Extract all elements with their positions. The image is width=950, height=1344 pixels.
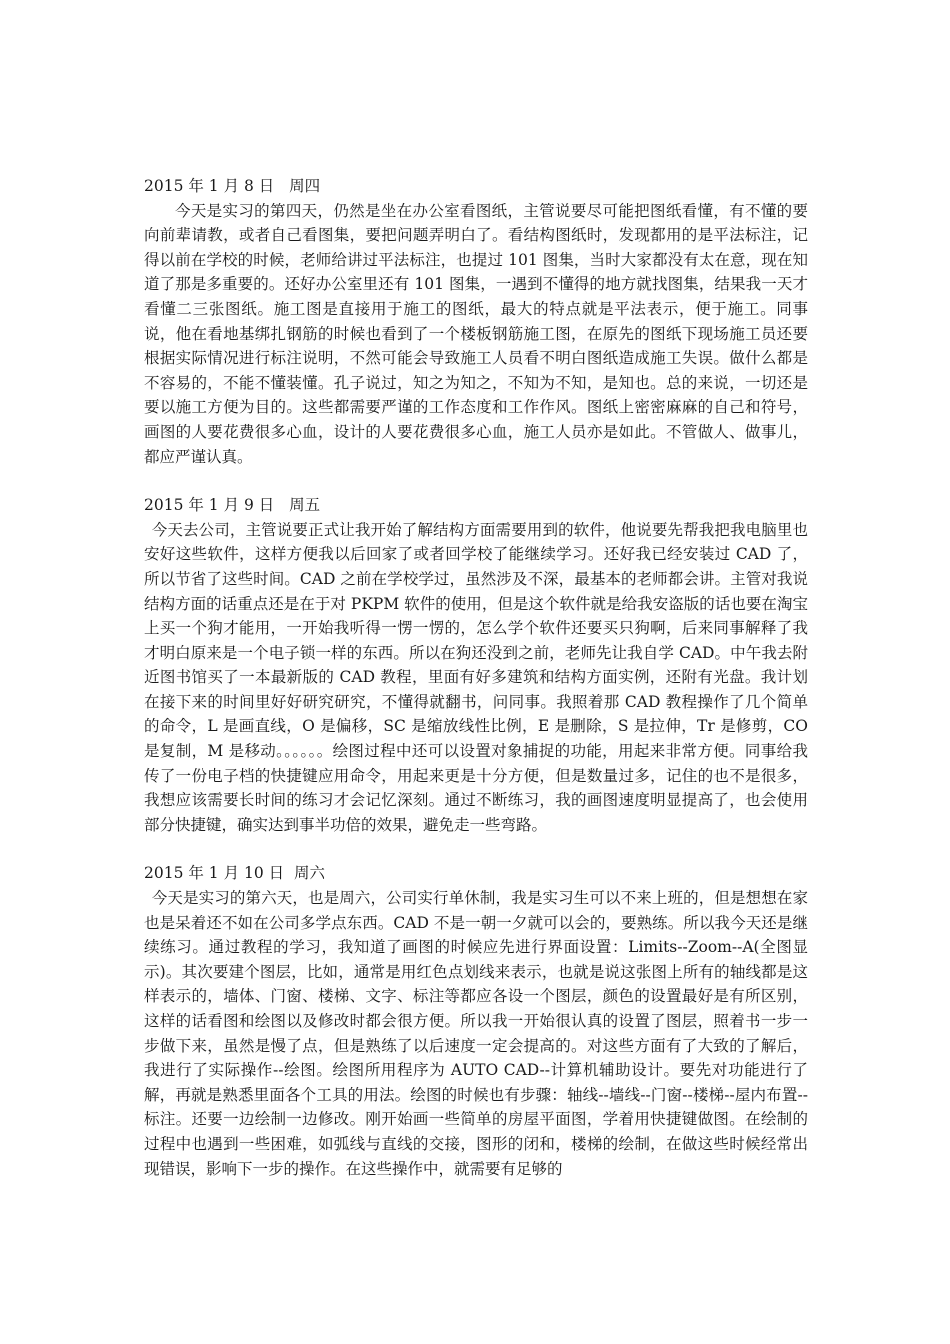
document-page <box>144 174 808 1205</box>
entry-date: 2015 年 1 月 8 日 周四 <box>144 177 321 195</box>
entry-date: 2015 年 1 月 10 日 周六 <box>144 864 326 883</box>
entry-date: 2015 年 1 月 9 日 周五 <box>144 496 321 515</box>
entry-body: 今天去公司，主管说要正式让我开始了解结构方面需要用到的软件，他说要先帮我把我电脑里也安好这些软件，这样方便我以后回家了或者回学校了能继续学习。还好我已经安装过 CAD 了，所以节省了这些时间。CAD 之前在学校学过，虽然涉及不深，最基本的老师都会讲。主管对我说结构方面的话重点还是在于对 PKPM 软件的使用，但是这个软件就是给我安盗版的话也要在淘宝上买一个狗才能用，一开始我听得一愣一愣的，怎么学个软件还要买只狗啊，后来同事解释了我才明白原来是一个电子锁一样的东西。所以在狗还没到之前，老师先让我自学 CAD。中午我去附近图书馆买了一本最新版的 CAD 教程，里面有好多建筑和结构方面实例，还附有光盘。我计划在接下来的时间里好好研究研究，不懂得就翻书，问同事。我照着那 CAD 教程操作了几个简单的命令，L 是画直线，O 是偏移，SC 是缩放线性比例，E 是删除，S 是拉伸，Tr 是修剪，CO 是复制，M 是移动。。。。。。绘图过程中还可以设置对象捕捉的功能，用起来非常方便。同事给我传了一份电子档的快捷键应用命令，用起来更是十分方便，但是数量过多，记住的也不是很多，我想应该需要长时间的练习才会记忆深刻。通过不断练习，我的画图速度明显提高了，也会使用部分快捷键，确实达到事半功倍的效果，避免走一些弯路。 <box>144 520 808 834</box>
diary-entry-jan-8 <box>144 174 808 469</box>
entry-body: 今天是实习的第六天，也是周六，公司实行单休制，我是实习生可以不来上班的，但是想想在家也是呆着还不如在公司多学点东西。CAD 不是一朝一夕就可以会的，要熟练。所以我今天还是继续练习。通过教程的学习，我知道了画图的时候应先进行界面设置：Limits--Zoom--A(全图显示)。其次要建个图层，比如，通常是用红色点划线来表示，也就是说这张图上所有的轴线都是这样表示的，墙体、门窗、楼梯、文字、标注等都应各设一个图层，颜色的设置最好是有所区别，这样的话看图和绘图以及修改时都会很方便。所以我一开始很认真的设置了图层，照着书一步一步做下来，虽然是慢了点，但是熟练了以后速度一定会提高的。对这些方面有了大致的了解后，我进行了实际操作--绘图。绘图所用程序为 AUTO CAD--计算机辅助设计。要先对功能进行了解，再就是熟悉里面各个工具的用法。绘图的时候也有步骤：轴线--墙线--门窗--楼梯--屋内布置--标注。还要一边绘制一边修改。刚开始画一些简单的房屋平面图，学着用快捷键做图。在绘制的过程中也遇到一些困难，如弧线与直线的交接，图形的闭和，楼梯的绘制，在做这些时候经常出现错误，影响下一步的操作。在这些操作中，就需要有足够的 <box>144 889 808 1178</box>
diary-entry-jan-10 <box>144 861 808 1181</box>
diary-entry-jan-9 <box>144 493 808 837</box>
entry-body: 今天是实习的第四天，仍然是坐在办公室看图纸，主管说要尽可能把图纸看懂，有不懂的要向前辈请教，或者自己看图集，要把问题弄明白了。看结构图纸时，发现都用的是平法标注，记得以前在学校的时候，老师给讲过平法标注，也提过 101 图集，当时大家都没有太在意，现在知道了那是多重要的。还好办公室里还有 101 图集，一遇到不懂得的地方就找图集，结果我一天才看懂二三张图纸。施工图是直接用于施工的图纸，最大的特点就是平法表示，便于施工。同事说，他在看地基绑扎钢筋的时候也看到了一个楼板钢筋施工图，在原先的图纸下现场施工员还要根据实际情况进行标注说明，不然可能会导致施工人员看不明白图纸造成施工失误。做什么都是不容易的，不能不懂装懂。孔子说过，知之为知之，不知为不知，是知也。总的来说，一切还是要以施工方便为目的。这些都需要严谨的工作态度和工作作风。图纸上密密麻麻的自己和符号，画图的人要花费很多心血，设计的人要花费很多心血，施工人员亦是如此。不管做人、做事儿，都应严谨认真。 <box>144 201 808 466</box>
